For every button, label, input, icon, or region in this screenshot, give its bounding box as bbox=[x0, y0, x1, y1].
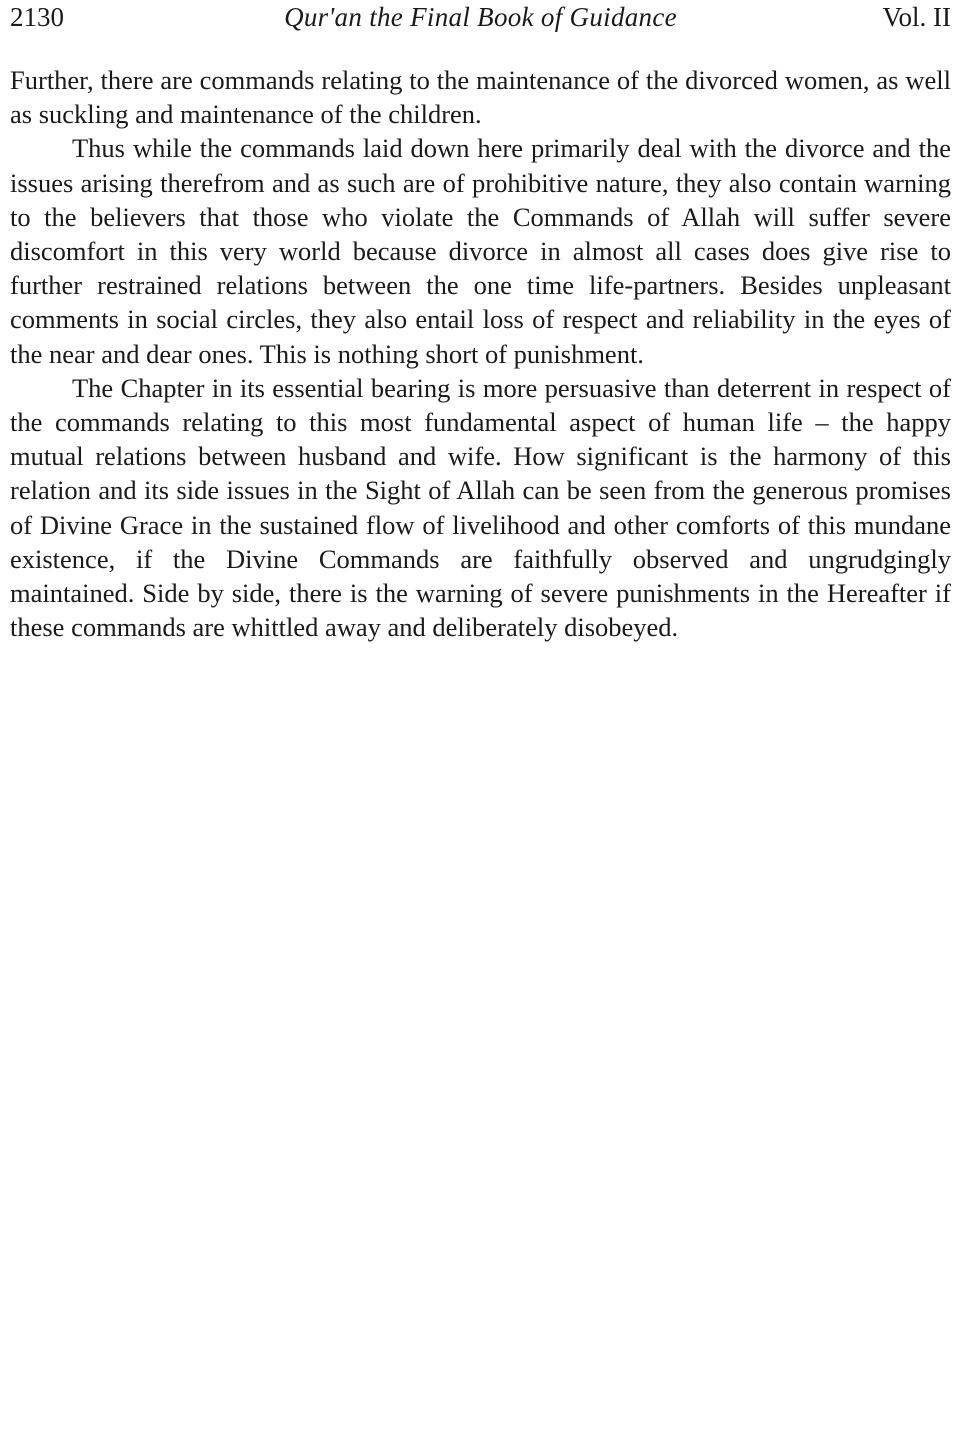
volume-label: Vol. II bbox=[882, 2, 951, 32]
book-title: Qur'an the Final Book of Guidance bbox=[284, 2, 677, 32]
running-header bbox=[10, 0, 951, 34]
book-page bbox=[10, 0, 951, 644]
paragraph-1: Further, there are commands relating to the maintenance of the divorced women, as well as suckling and maintenance of the children. bbox=[10, 65, 951, 130]
body-text bbox=[10, 63, 951, 644]
page-number: 2130 bbox=[10, 2, 64, 32]
paragraph-3: The Chapter in its essential bearing is more persuasive than deterrent in respect of the commands relating to this most fundamental aspect of human life – the happy mutual relations between husband and wife. How significant is the harmony of this relation and its side issues in the Sight of Allah can be seen from the generous promises of Divine Grace in the sustained flow of livelihood and other comforts of this mundane existence, if the Divine Commands are faithfully observed and ungrudgingly maintained. Side by side, there is the warning of severe punishments in the Hereafter if these commands are whittled away and deliberately disobeyed. bbox=[10, 372, 951, 643]
paragraph-2: Thus while the commands laid down here primarily deal with the divorce and the issues arising therefrom and as such are of prohibitive nature, they also contain warning to the believers that those who violate the Commands of Allah will suffer severe discomfort in this very world because divorce in almost all cases does give rise to further restrained relations between the one time life-partners. Besides unpleasant comments in social circles, they also entail loss of respect and reliability in the eyes of the near and dear ones. This is nothing short of punishment. bbox=[10, 133, 951, 369]
